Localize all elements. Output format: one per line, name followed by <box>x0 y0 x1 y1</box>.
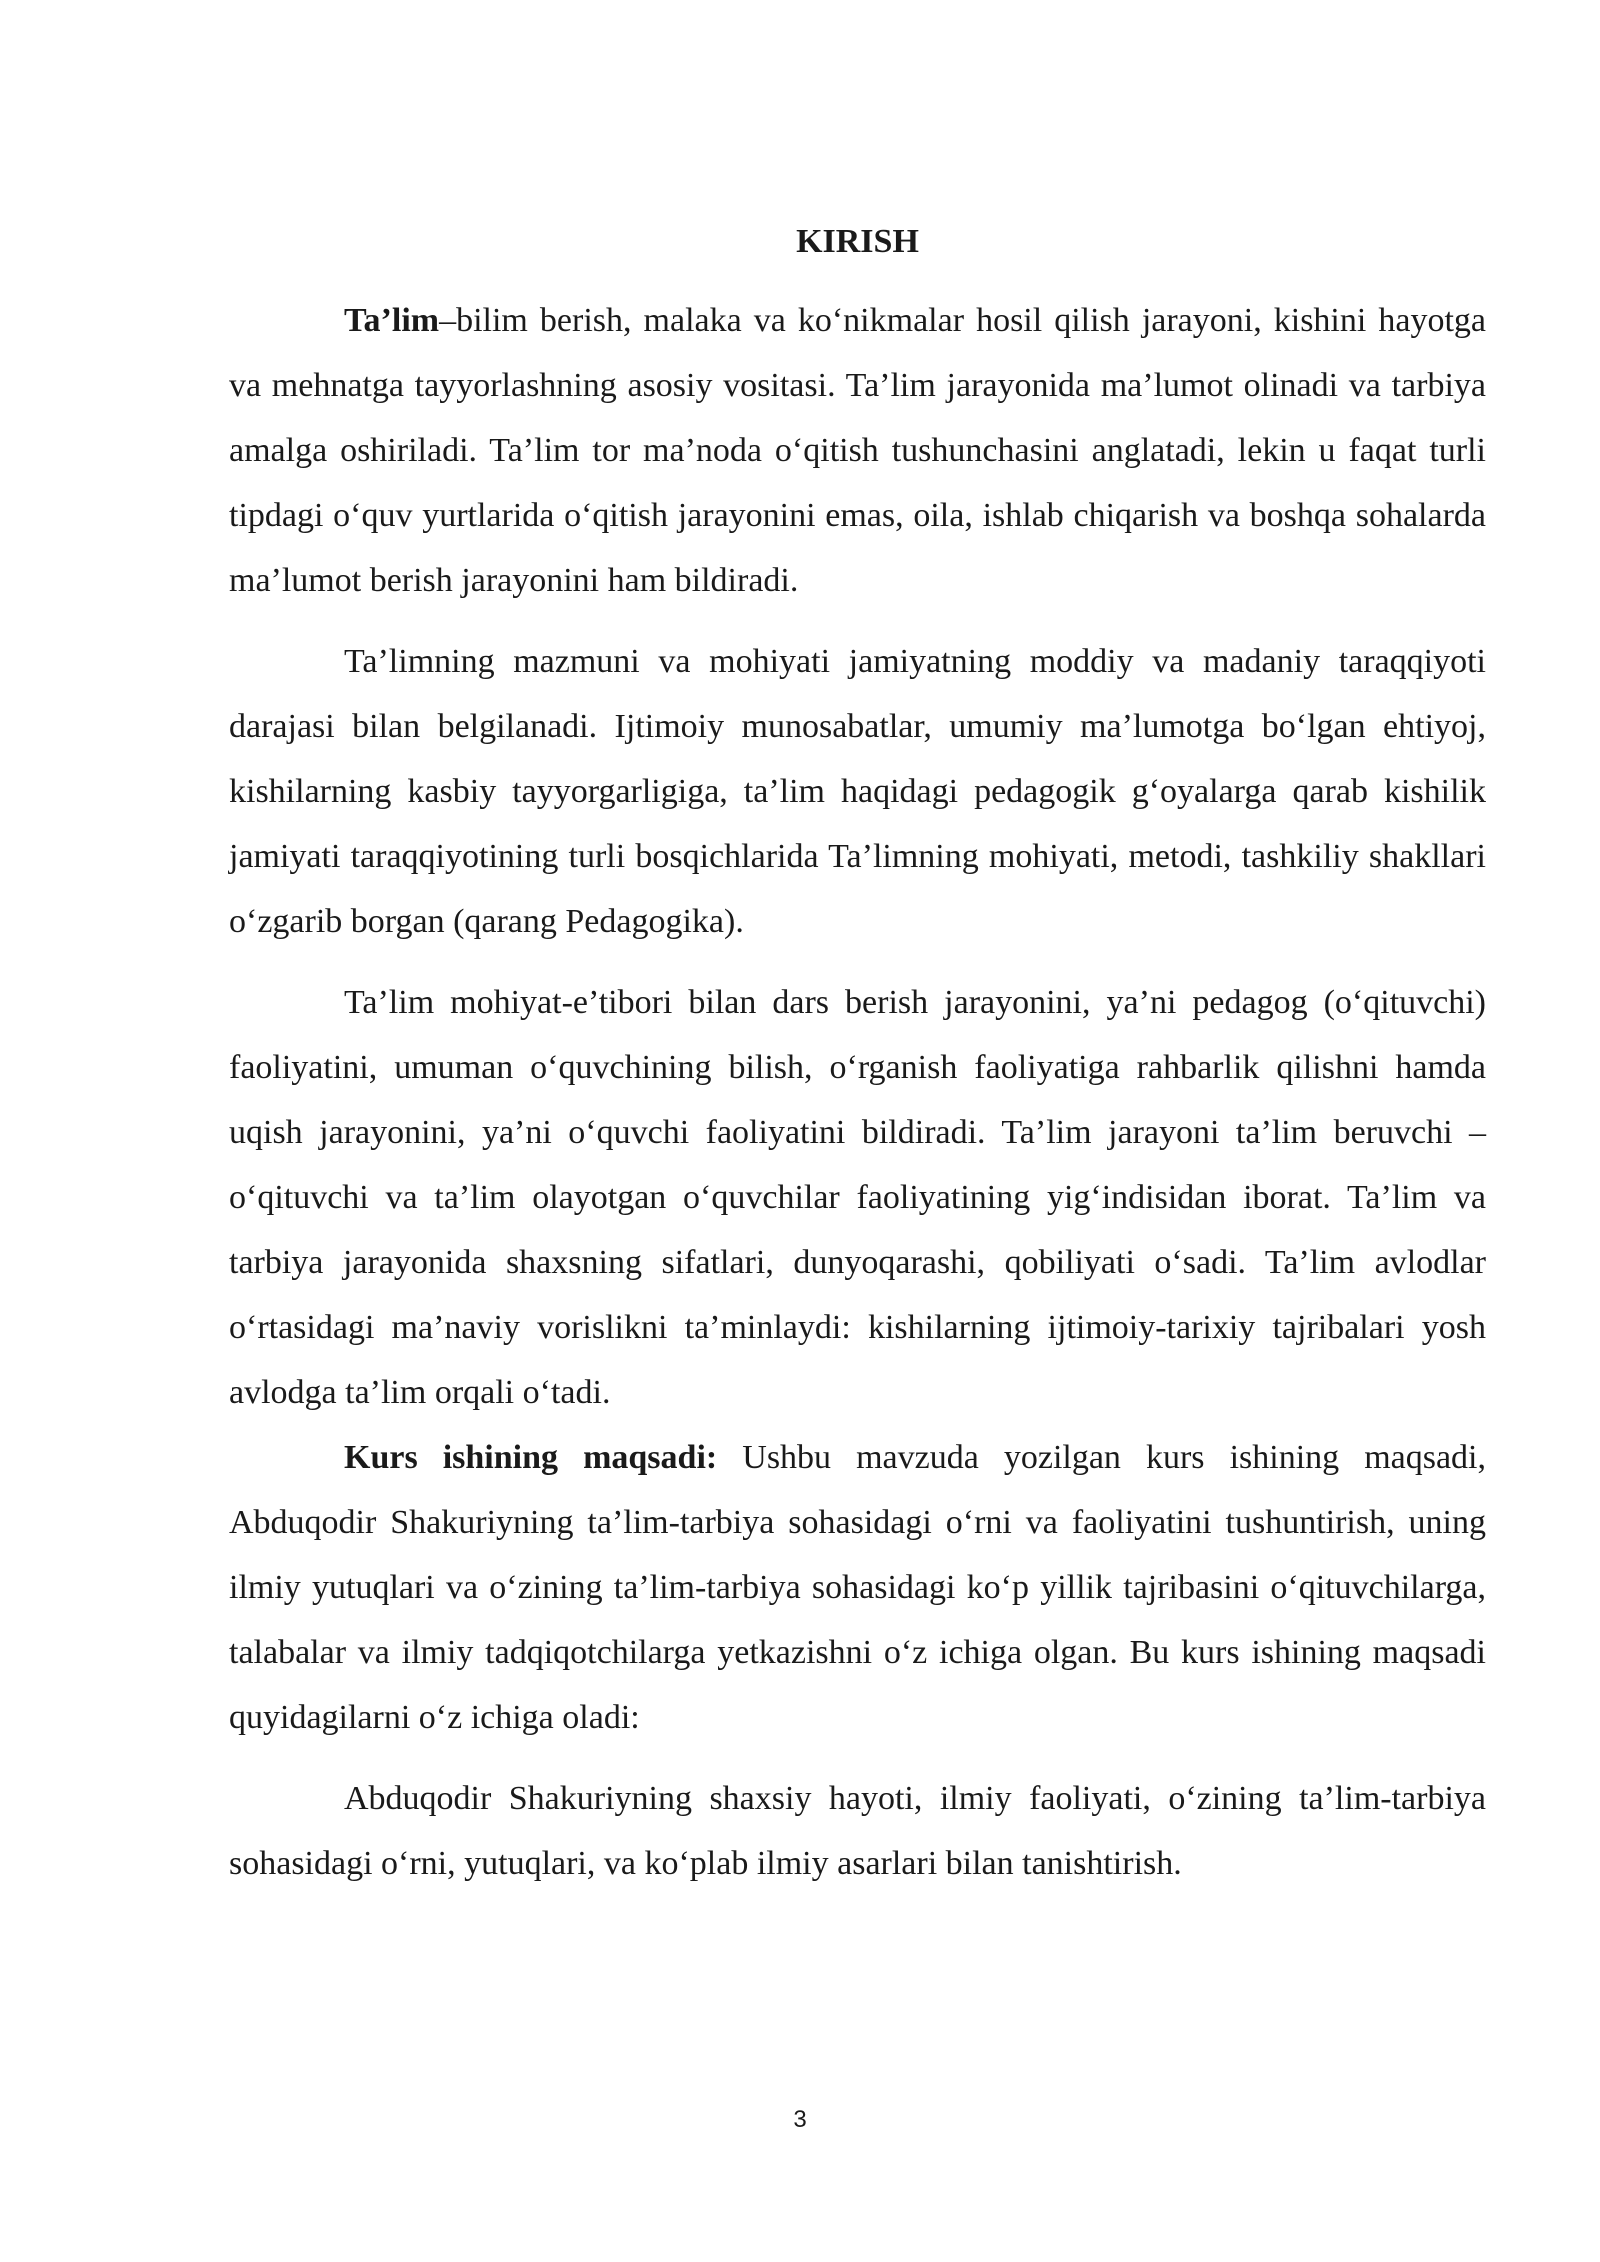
page-title: KIRISH <box>796 223 919 260</box>
paragraph-course-goal <box>229 1425 1486 1750</box>
paragraph-body: Ta’lim mohiyat-e’tibori bilan dars berish jarayonini, ya’ni pedagog (o‘qituvchi) faoliyatini, umuman o‘quvchining bilish, o‘rganish faoliyatiga rahbarlik qilishni hamda uqish jarayonini, ya’ni o‘quvchi faoliyatini bildiradi. Ta’lim jarayoni ta’lim beruvchi – o‘qituvchi va ta’lim olayotgan o‘quvchilar faoliyatining yig‘indisidan iborat. Ta’lim va tarbiya jarayonida shaxsning sifatlari, dunyoqarashi, qobiliyati o‘sadi. Ta’lim avlodlar o‘rtasidagi ma’naviy vorislikni ta’minlaydi: kishilarning ijtimoiy-tarixiy tajribalari yosh avlodga ta’lim orqali o‘tadi. <box>229 984 1486 1411</box>
paragraph-talim-definition <box>229 288 1486 613</box>
paragraph-body: –bilim berish, malaka va ko‘nikmalar hosil qilish jarayoni, kishini hayotga va mehnatga tayyorlashning asosiy vositasi. Ta’lim jarayonida ma’lumot olinadi va tarbiya amalga oshiriladi. Ta’lim tor ma’noda o‘qitish tushunchasini anglatadi, lekin u faqat turli tipdagi o‘quv yurtlarida o‘qitish jarayonini emas, oila, ishlab chiqarish va boshqa sohalarda ma’lumot berish jarayonini ham bildiradi. <box>229 302 1486 599</box>
paragraph-talim-content <box>229 629 1486 954</box>
paragraph-body: Ushbu mavzuda yozilgan kurs ishining maqsadi, Abduqodir Shakuriyning ta’lim-tarbiya sohasidagi o‘rni va faoliyatini tushuntirish, uning ilmiy yutuqlari va o‘zining ta’lim-tarbiya sohasidagi ko‘p yillik tajribasini o‘qituvchilarga, talabalar va ilmiy tadqiqotchilarga yetkazishni o‘z ichiga olgan. Bu kurs ishining maqsadi quyidagilarni o‘z ichiga oladi: <box>229 1439 1486 1736</box>
paragraph-lead-term: Kurs ishining maqsadi: <box>344 1439 718 1476</box>
paragraph-body: Ta’limning mazmuni va mohiyati jamiyatning moddiy va madaniy taraqqiyoti darajasi bilan belgilanadi. Ijtimoiy munosabatlar, umumiy ma’lumotga bo‘lgan ehtiyoj, kishilarning kasbiy tayyorgarligiga, ta’lim haqidagi pedagogik g‘oyalarga qarab kishilik jamiyati taraqqiyotining turli bosqichlarida Ta’limning mohiyati, metodi, tashkiliy shakllari o‘zgarib borgan (qarang Pedagogika). <box>229 643 1486 940</box>
paragraph-body: Abduqodir Shakuriyning shaxsiy hayoti, ilmiy faoliyati, o‘zining ta’lim-tarbiya sohasidagi o‘rni, yutuqlari, va ko‘plab ilmiy asarlari bilan tanishtirish. <box>229 1780 1486 1882</box>
page-content <box>229 218 1486 1912</box>
paragraph-lead-term: Ta’lim <box>344 302 440 339</box>
paragraph-goal-item <box>229 1766 1486 1896</box>
page-number: 3 <box>793 2106 807 2133</box>
paragraph-talim-essence <box>229 970 1486 1425</box>
